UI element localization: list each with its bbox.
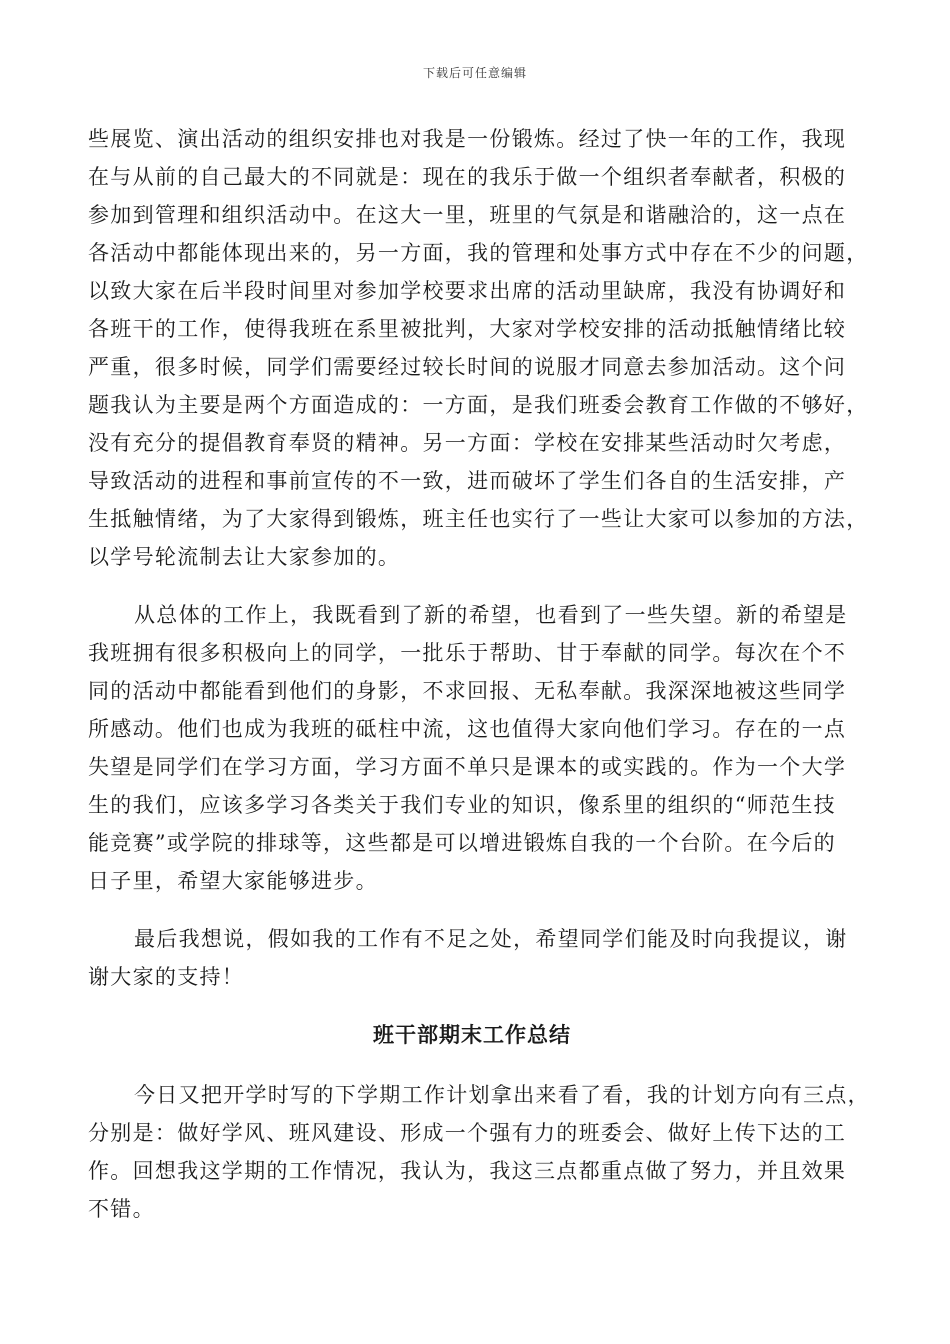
paragraph-3	[88, 920, 856, 996]
text-line: 各班干的工作，使得我班在系里被批判，大家对学校安排的活动抵触情绪比较	[88, 317, 847, 341]
text-line: 作。回想我这学期的工作情况，我认为，我这三点都重点做了努力，并且效果	[88, 1159, 847, 1183]
text-line: 失望是同学们在学习方面，学习方面不单只是课本的或实践的。作为一个大学	[88, 755, 847, 779]
text-line: 谢大家的支持！	[88, 965, 245, 989]
text-line: 没有充分的提倡教育奉贤的精神。另一方面：学校在安排某些活动时欠考虑，	[88, 431, 847, 455]
text-line: 以致大家在后半段时间里对参加学校要求出席的活动里缺席，我没有协调好和	[88, 279, 847, 303]
paragraph-4	[88, 1076, 870, 1228]
paragraph-1	[88, 120, 869, 576]
text-line: 同的活动中都能看到他们的身影，不求回报、无私奉献。我深深地被这些同学	[88, 679, 847, 703]
text-line: 能竞赛”或学院的排球等，这些都是可以增进锻炼自我的一个台阶。在今后的	[88, 831, 836, 855]
text-line: 在与从前的自己最大的不同就是：现在的我乐于做一个组织者奉献者，积极的	[88, 165, 847, 189]
text-line: 最后我想说，假如我的工作有不足之处，希望同学们能及时向我提议，谢	[134, 927, 848, 951]
text-line: 导致活动的进程和事前宣传的不一致，进而破坏了学生们各自的生活安排，产	[88, 469, 847, 493]
header-note: 下载后可任意编辑	[422, 66, 527, 80]
text-line: 生抵触情绪，为了大家得到锻炼，班主任也实行了一些让大家可以参加的方法，	[88, 507, 869, 531]
text-line: 参加到管理和组织活动中。在这大一里，班里的气氛是和谐融洽的，这一点在	[88, 203, 847, 227]
text-line: 我班拥有很多积极向上的同学，一批乐于帮助、甘于奉献的同学。每次在个不	[88, 641, 847, 665]
text-line: 从总体的工作上，我既看到了新的希望，也看到了一些失望。新的希望是	[134, 603, 848, 627]
text-line: 生的我们，应该多学习各类关于我们专业的知识，像系里的组织的“师范生技	[88, 793, 836, 817]
text-line: 严重，很多时候，同学们需要经过较长时间的说服才同意去参加活动。这个问	[88, 355, 847, 379]
text-line: 各活动中都能体现出来的，另一方面，我的管理和处事方式中存在不少的问题，	[88, 241, 869, 265]
text-line: 以学号轮流制去让大家参加的。	[88, 545, 401, 569]
text-line: 日子里，希望大家能够进步。	[88, 869, 378, 893]
text-line: 分别是：做好学风、班风建设、形成一个强有力的班委会、做好上传下达的工	[88, 1121, 847, 1145]
document-body	[88, 120, 870, 1248]
paragraph-2	[88, 596, 856, 900]
section-title: 班干部期末工作总结	[373, 1022, 571, 1047]
text-line: 些展览、演出活动的组织安排也对我是一份锻炼。经过了快一年的工作，我现	[88, 127, 847, 151]
text-line: 不错。	[88, 1197, 155, 1221]
text-line: 所感动。他们也成为我班的砥柱中流，这也值得大家向他们学习。存在的一点	[88, 717, 847, 741]
text-line: 题我认为主要是两个方面造成的：一方面，是我们班委会教育工作做的不够好，	[88, 393, 869, 417]
text-line: 今日又把开学时写的下学期工作计划拿出来看了看，我的计划方向有三点，	[134, 1083, 870, 1107]
